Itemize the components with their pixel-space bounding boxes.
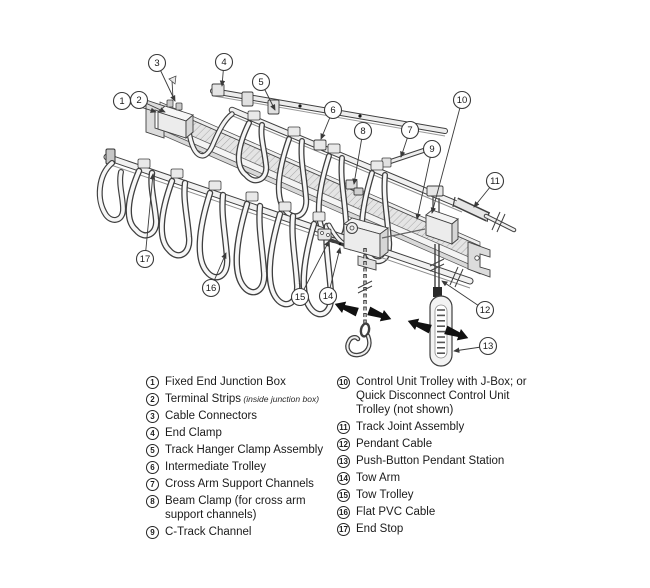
svg-text:2: 2 — [136, 95, 142, 107]
direction-arrow-right — [367, 305, 394, 324]
svg-text:10: 10 — [456, 95, 468, 107]
legend-column-left — [146, 375, 343, 542]
legend-column-right — [337, 375, 542, 539]
legend-item-number: 6 — [146, 461, 159, 474]
legend-item-number: 8 — [146, 495, 159, 508]
legend-item-17 — [337, 522, 542, 536]
svg-text:1: 1 — [119, 96, 125, 108]
legend-item-number: 17 — [337, 523, 350, 536]
legend-item-label: C-Track Channel — [165, 526, 252, 539]
legend-item-label: End Clamp — [165, 427, 222, 440]
callout-11 — [474, 173, 504, 208]
svg-text:14: 14 — [322, 291, 334, 303]
legend-item-note: (inside junction box) — [241, 394, 320, 405]
cable-trolley-saddle — [279, 202, 291, 211]
svg-text:16: 16 — [205, 283, 217, 295]
legend-item-label: Tow Arm — [356, 472, 401, 485]
svg-text:5: 5 — [258, 77, 264, 89]
legend-item-4 — [146, 426, 343, 440]
legend-item-label: Push-Button Pendant Station — [356, 455, 505, 468]
legend-item-6 — [146, 460, 343, 474]
cable-trolley-saddle — [248, 111, 260, 120]
svg-text:3: 3 — [154, 58, 160, 70]
svg-text:4: 4 — [221, 57, 227, 69]
svg-text:12: 12 — [479, 305, 491, 317]
legend-item-5 — [146, 443, 343, 457]
cable-trolley-saddle — [209, 181, 221, 190]
svg-text:7: 7 — [407, 125, 413, 137]
cable-trolley-saddle — [371, 161, 383, 170]
legend-item-10 — [337, 375, 542, 417]
legend-item-label: Tow Trolley — [356, 489, 414, 502]
legend-item-label: Track Hanger Clamp Assembly — [165, 444, 324, 457]
legend-item-number: 15 — [337, 489, 350, 502]
callout-4 — [216, 54, 233, 87]
track-hanger-clamp — [242, 92, 253, 106]
svg-text:13: 13 — [482, 341, 494, 353]
cable-trolley-saddle — [138, 159, 150, 168]
legend-item-label: Cable Connectors — [165, 410, 258, 423]
callout-3 — [149, 55, 176, 102]
legend-item-13 — [337, 454, 542, 468]
legend-item-label: Cross Arm Support Channels — [165, 478, 314, 491]
legend-item-label: Flat PVC Cable — [356, 506, 436, 519]
legend-item-1 — [146, 375, 343, 389]
svg-text:17: 17 — [139, 254, 151, 266]
svg-text:8: 8 — [360, 126, 366, 138]
legend-item-number: 13 — [337, 455, 350, 468]
legend-item-number: 5 — [146, 444, 159, 457]
j-box — [426, 186, 458, 244]
legend-item-number: 1 — [146, 376, 159, 389]
legend-item-number: 9 — [146, 526, 159, 539]
legend-item-number: 7 — [146, 478, 159, 491]
legend-item-number: 16 — [337, 506, 350, 519]
legend-item-number: 4 — [146, 427, 159, 440]
legend-item-label: Fixed End Junction Box — [165, 376, 286, 388]
svg-text:15: 15 — [294, 292, 306, 304]
legend-item-number: 11 — [337, 421, 350, 434]
legend-item-12 — [337, 437, 542, 451]
legend-item-label: Intermediate Trolley — [165, 461, 266, 474]
legend-item-label: Terminal Strips (inside junction box) — [165, 393, 320, 406]
cross-arm-rod — [382, 149, 428, 167]
intermediate-trolley — [314, 140, 326, 150]
legend-item-number: 12 — [337, 438, 350, 451]
legend-item-number: 10 — [337, 376, 350, 389]
legend-item-15 — [337, 488, 542, 502]
cable-trolley-saddle — [246, 192, 258, 201]
legend-item-number: 2 — [146, 393, 159, 406]
legend-item-14 — [337, 471, 542, 485]
legend-item-label: End Stop — [356, 523, 404, 536]
svg-text:9: 9 — [429, 144, 435, 156]
tow-trolley — [318, 229, 331, 240]
legend-item-label: Pendant Cable — [356, 438, 433, 451]
callout-13 — [454, 338, 497, 355]
svg-text:6: 6 — [330, 105, 336, 117]
cable-trolley-saddle — [288, 127, 300, 136]
legend-item-8 — [146, 494, 343, 522]
legend-item-16 — [337, 505, 542, 519]
j-box-trolley-clamp — [427, 186, 443, 196]
track-joint-assembly — [453, 197, 514, 232]
legend-item-label: Beam Clamp (for cross arm support channels) — [165, 495, 306, 522]
legend-item-number: 3 — [146, 410, 159, 423]
trolley-wheel — [347, 223, 358, 234]
cable-trolley-saddle — [171, 169, 183, 178]
legend-item-number: 14 — [337, 472, 350, 485]
svg-text:11: 11 — [490, 176, 500, 188]
legend-item-3 — [146, 409, 343, 423]
legend-item-11 — [337, 420, 542, 434]
direction-arrow-left — [333, 298, 360, 317]
legend-item-label: Track Joint Assembly — [356, 421, 465, 434]
flat-pvc-cable-left-curl — [100, 163, 123, 220]
cable-trolley-saddle — [313, 212, 325, 221]
legend-item-2 — [146, 392, 343, 406]
hoist-hook-icon — [347, 323, 370, 355]
direction-arrow-left — [406, 315, 433, 334]
legend-item-9 — [146, 525, 343, 539]
legend-item-7 — [146, 477, 343, 491]
cable-trolley-saddle — [328, 144, 340, 153]
legend-item-label: Control Unit Trolley with J-Box; or Quick Disconnect Control Unit Trolley (not shown) — [356, 376, 527, 417]
